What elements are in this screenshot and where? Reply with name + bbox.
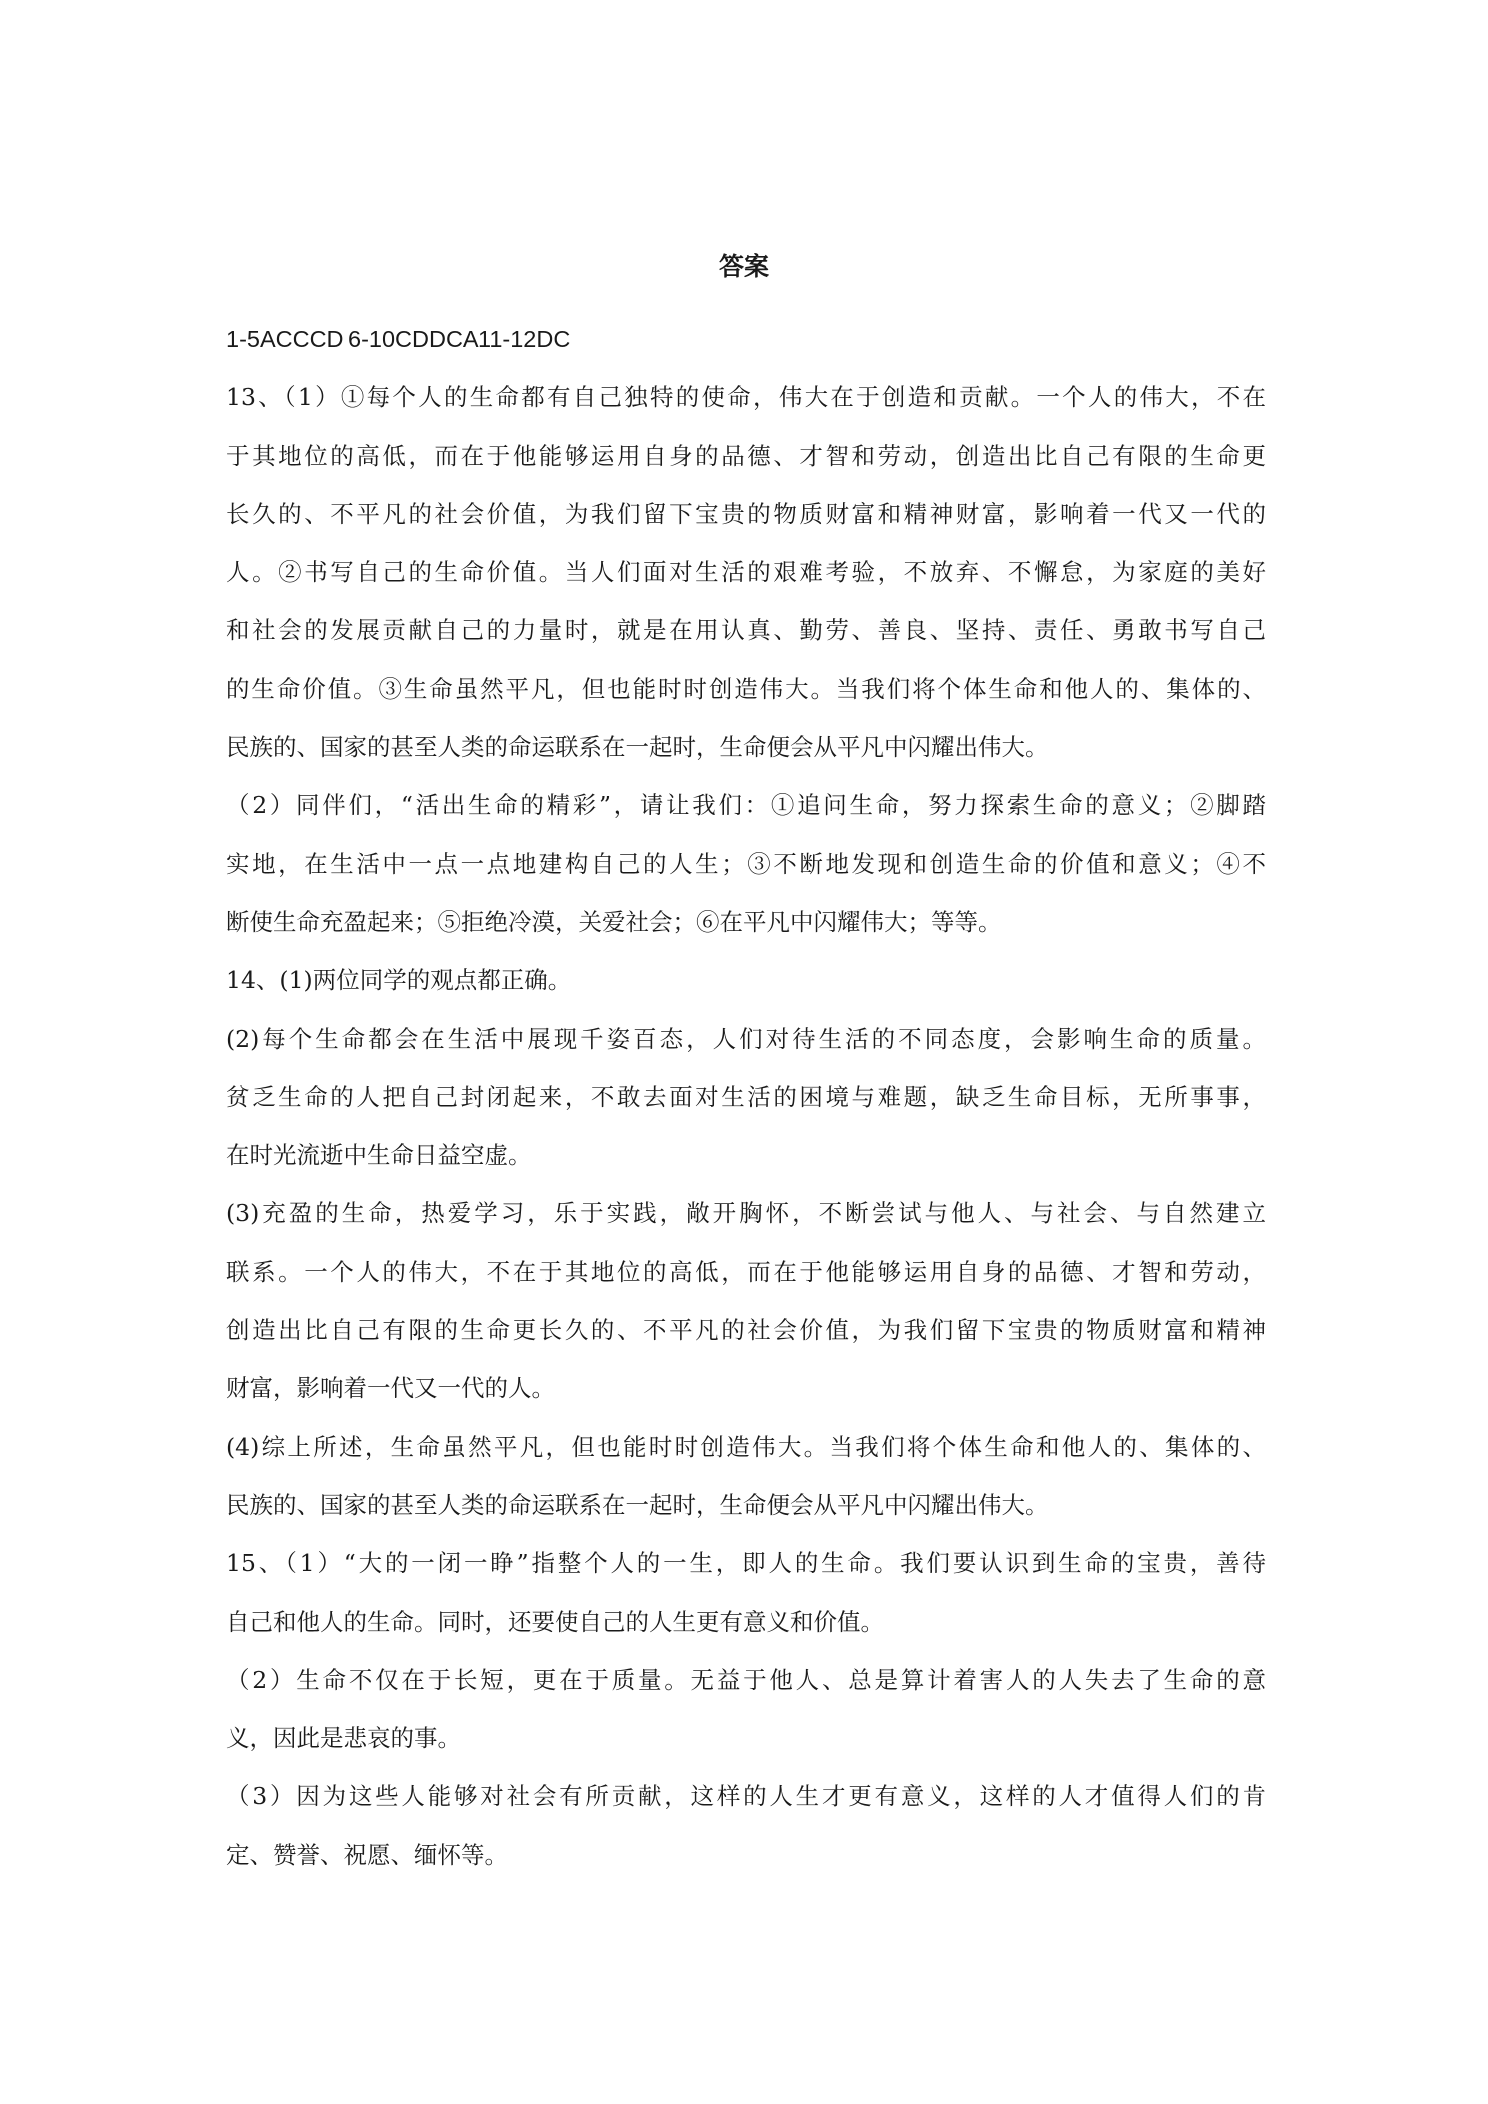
text-line: 义，因此是悲哀的事。 — [226, 1724, 461, 1753]
text-line: (3)充盈的生命，热爱学习，乐于实践，敞开胸怀，不断尝试与他人、与社会、与自然建立 — [226, 1199, 1266, 1228]
text-line: 断使生命充盈起来；⑤拒绝冷漠，关爱社会；⑥在平凡中闪耀伟大；等等。 — [226, 907, 1002, 936]
answer-key-1-5: 1-5ACCCD — [226, 326, 344, 352]
text-line: 贫乏生命的人把自己封闭起来，不敢去面对生活的困境与难题，缺乏生命目标，无所事事， — [226, 1082, 1266, 1111]
text-line: （2）同伴们，“活出生命的精彩”，请让我们：①追问生命，努力探索生命的意义；②脚踏 — [226, 791, 1266, 820]
text-line: 的生命价值。③生命虽然平凡，但也能时时创造伟大。当我们将个体生命和他人的、集体的、 — [226, 674, 1266, 703]
text-line: （3）因为这些人能够对社会有所贡献，这样的人生才更有意义，这样的人才值得人们的肯 — [226, 1782, 1266, 1811]
text-line: 实地，在生活中一点一点地建构自己的人生；③不断地发现和创造生命的价值和意义；④不 — [226, 849, 1266, 878]
text-line: 自己和他人的生命。同时，还要使自己的人生更有意义和价值。 — [226, 1607, 884, 1636]
text-line: （2）生命不仅在于长短，更在于质量。无益于他人、总是算计着害人的人失去了生命的意 — [226, 1665, 1266, 1694]
text-line: 在时光流逝中生命日益空虚。 — [226, 1141, 532, 1170]
text-line: (2)每个生命都会在生活中展现千姿百态，人们对待生活的不同态度，会影响生命的质量。 — [226, 1024, 1266, 1053]
text-line: 和社会的发展贡献自己的力量时，就是在用认真、勤劳、善良、坚持、责任、勇敢书写自己 — [226, 616, 1266, 645]
text-line: 长久的、不平凡的社会价值，为我们留下宝贵的物质财富和精神财富，影响着一代又一代的 — [226, 499, 1266, 528]
answer-key-11-12: 11-12DC — [478, 326, 571, 352]
text-line: 定、赞誉、祝愿、缅怀等。 — [226, 1840, 508, 1869]
text-line: 民族的、国家的甚至人类的命运联系在一起时，生命便会从平凡中闪耀出伟大。 — [226, 733, 1049, 762]
text-line: 13、（1）①每个人的生命都有自己独特的使命，伟大在于创造和贡献。一个人的伟大，不在 — [226, 383, 1266, 412]
text-line: 民族的、国家的甚至人类的命运联系在一起时，生命便会从平凡中闪耀出伟大。 — [226, 1490, 1049, 1519]
text-line: 财富，影响着一代又一代的人。 — [226, 1374, 555, 1403]
page-title: 答案 — [718, 252, 769, 281]
text-line: 15、（1）“大的一闭一睁”指整个人的一生，即人的生命。我们要认识到生命的宝贵，善待 — [226, 1549, 1266, 1578]
text-line: 创造出比自己有限的生命更长久的、不平凡的社会价值，为我们留下宝贵的物质财富和精神 — [226, 1316, 1266, 1345]
text-line: 人。②书写自己的生命价值。当人们面对生活的艰难考验，不放弃、不懈怠，为家庭的美好 — [226, 558, 1266, 587]
answer-body — [226, 310, 1266, 1884]
answer-key-6-10: 6-10CDDCA — [348, 326, 479, 352]
text-line: 14、(1)两位同学的观点都正确。 — [226, 966, 572, 995]
multiple-choice-answers — [226, 310, 1266, 368]
text-line: 于其地位的高低，而在于他能够运用自身的品德、才智和劳动，创造出比自己有限的生命更 — [226, 441, 1266, 470]
text-line: (4)综上所述，生命虽然平凡，但也能时时创造伟大。当我们将个体生命和他人的、集体的、 — [226, 1432, 1266, 1461]
text-line: 联系。一个人的伟大，不在于其地位的高低，而在于他能够运用自身的品德、才智和劳动， — [226, 1257, 1266, 1286]
